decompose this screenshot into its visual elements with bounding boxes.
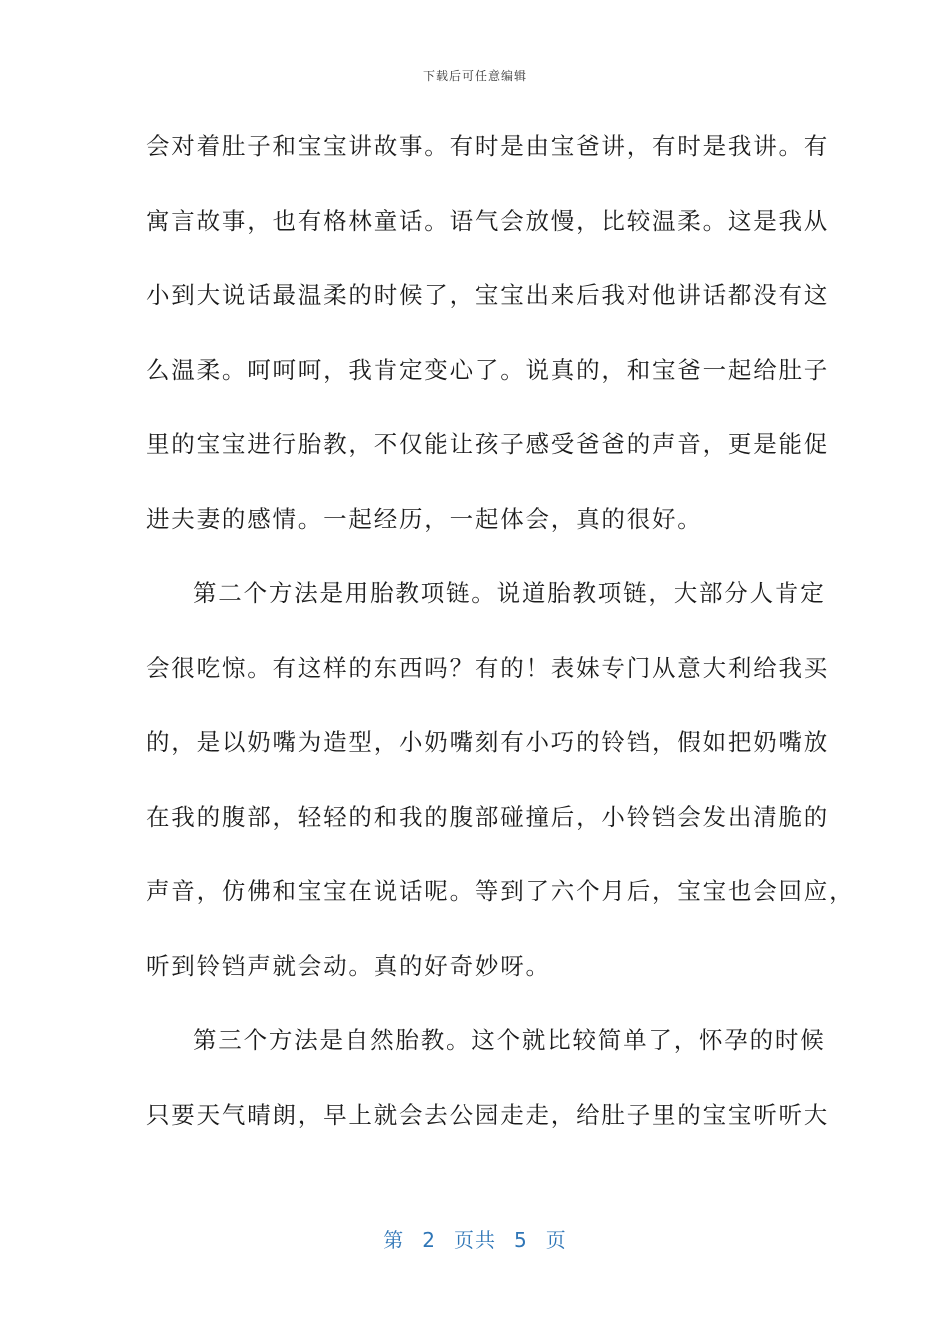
text-line: 声音，仿佛和宝宝在说话呢。等到了六个月后，宝宝也会回应，: [146, 877, 855, 905]
body-text: [146, 124, 855, 1167]
text-line: 寓言故事，也有格林童话。语气会放慢，比较温柔。这是我从: [146, 206, 830, 235]
text-line: 小到大说话最温柔的时候了，宝宝出来后我对他讲话都没有这: [146, 281, 830, 309]
footer-suffix: 页: [545, 1228, 567, 1252]
text-line: 进夫妻的感情。一起经历，一起体会，真的很好。: [146, 504, 703, 533]
page-footer: [0, 1224, 950, 1253]
paragraph-first-line: 第三个方法是自然胎教。这个就比较简单了，怀孕的时候: [193, 1026, 826, 1054]
paragraph-first-line: 第二个方法是用胎教项链。说道胎教项链，大部分人肯定: [193, 579, 826, 607]
text-line: 的，是以奶嘴为造型，小奶嘴刻有小巧的铃铛，假如把奶嘴放: [146, 728, 830, 756]
footer-middle: 页共: [454, 1228, 496, 1252]
footer-prefix: 第: [383, 1228, 405, 1252]
footer-total-pages: 5: [514, 1228, 528, 1252]
footer-page-number: 2: [422, 1228, 436, 1252]
text-line: 在我的腹部，轻轻的和我的腹部碰撞后，小铃铛会发出清脆的: [146, 802, 830, 831]
text-line: 会很吃惊。有这样的东西吗？有的！表妹专门从意大利给我买: [146, 653, 830, 682]
text-line: 么温柔。呵呵呵，我肯定变心了。说真的，和宝爸一起给肚子: [146, 355, 830, 384]
text-line: 听到铃铛声就会动。真的好奇妙呀。: [146, 951, 551, 980]
text-line: 只要天气晴朗，早上就会去公园走走，给肚子里的宝宝听听大: [146, 1100, 830, 1129]
text-line: 里的宝宝进行胎教，不仅能让孩子感受爸爸的声音，更是能促: [146, 430, 830, 458]
page-header: 下载后可任意编辑: [422, 69, 527, 83]
text-line: 会对着肚子和宝宝讲故事。有时是由宝爸讲，有时是我讲。有: [146, 132, 830, 160]
